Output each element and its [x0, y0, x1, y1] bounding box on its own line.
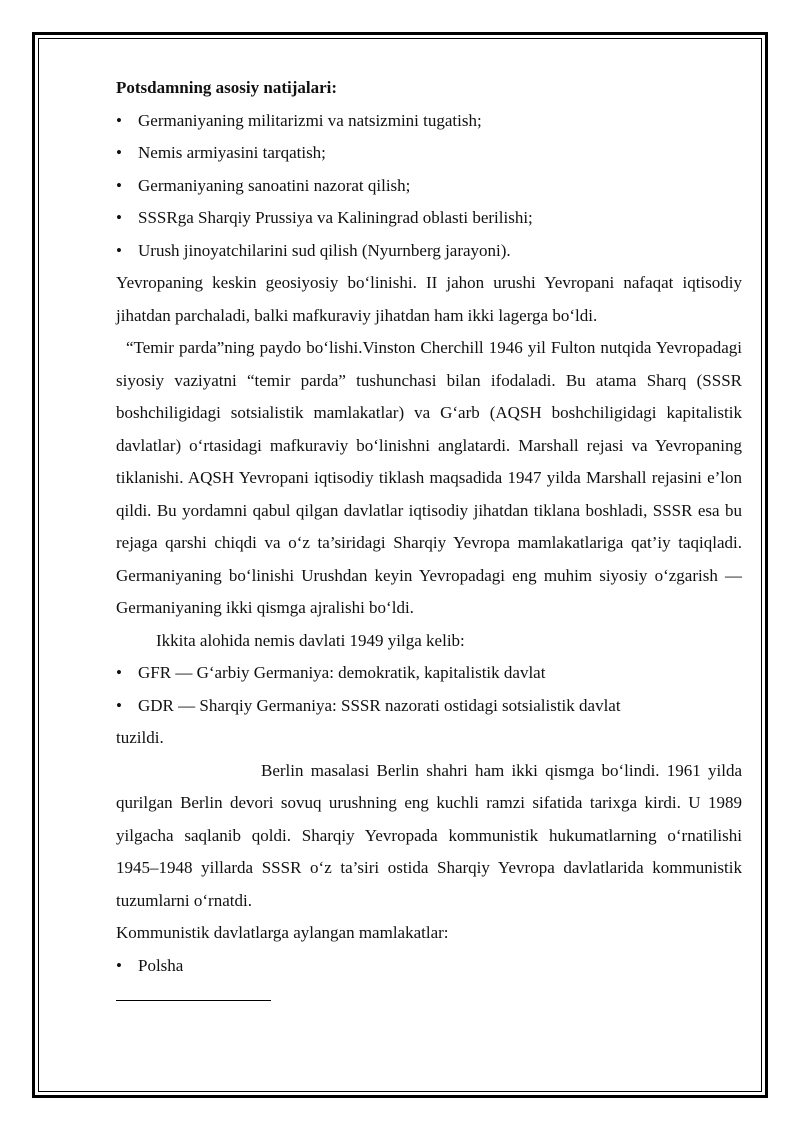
results-list — [116, 105, 742, 268]
section-heading: Potsdamning asosiy natijalari: — [116, 78, 338, 97]
formed-text: tuzildi. — [116, 728, 164, 747]
paragraph-two-states: Ikkita alohida nemis davlati 1949 yilga kelib: — [156, 630, 465, 650]
german-states-list — [116, 657, 742, 722]
list-item: • GFR — Gʻarbiy Germaniya: demokratik, kapitalistik davlat — [116, 657, 742, 690]
list-item: • Germaniyaning sanoatini nazorat qilish; — [116, 170, 742, 203]
footnote-separator — [116, 1000, 271, 1001]
paragraph-geopolitical-split: Yevropaning keskin geosiyosiy boʻlinishi. II jahon urushi Yevropani nafaqat iqtisodiy jihatdan parchaladi, balki mafkuraviy jihatdan ham ikki lagerga boʻldi. — [116, 273, 742, 325]
list-item: • Urush jinoyatchilarini sud qilish (Nyurnberg jarayoni). — [116, 235, 742, 268]
document-body — [116, 72, 742, 1001]
list-item: • GDR — Sharqiy Germaniya: SSSR nazorati ostidagi sotsialistik davlat — [116, 690, 742, 723]
paragraph-berlin: Berlin masalasi Berlin shahri ham ikki qismga boʻlindi. 1961 yilda qurilgan Berlin devori sovuq urushning eng kuchli ramzi sifatida tarixga kirdi. U 1989 yilgacha saqlanib qoldi. Sharqiy Yevropada kommunistik hukumatlarning oʻrnatilishi 1945–1948 yillarda SSSR oʻz ta’siri ostida Sharqiy Yevropa davlatlarida kommunistik tuzumlarni oʻrnatdi. — [116, 760, 742, 910]
paragraph-iron-curtain: “Temir parda”ning paydo boʻlishi.Vinston Cherchill 1946 yil Fulton nutqida Yevropadagi siyosiy vaziyatni “temir parda” tushunchasi bilan ifodaladi. Bu atama Sharq (SSSR boshchiligidagi sotsialistik mamlakatlar) va Gʻarb (AQSH boshchiligidagi kapitalistik davlatlar) oʻrtasidagi mafkuraviy boʻlinishni anglatardi. Marshall rejasi va Yevropaning tiklanishi. AQSH Yevropani iqtisodiy tiklash maqsadida 1947 yilda Marshall rejasini e’lon qildi. Bu yordamni qabul qilgan davlatlar iqtisodiy jihatdan tiklana boshladi, SSSR esa bu rejaga qarshi chiqdi va oʻz ta’siridagi Sharqiy Yevropa mamlakatlariga qat’iy taqiqladi. Germaniyaning boʻlinishi Urushdan keyin Yevropadagi eng muhim siyosiy oʻzgarish — Germaniyaning ikki qismga ajralishi boʻldi. — [116, 338, 742, 617]
list-item: • Polsha — [116, 950, 742, 983]
communist-countries-list — [116, 950, 742, 983]
communist-countries-heading: Kommunistik davlatlarga aylangan mamlakatlar: — [116, 923, 449, 942]
list-item: • Germaniyaning militarizmi va natsizmini tugatish; — [116, 105, 742, 138]
list-item: • SSSRga Sharqiy Prussiya va Kaliningrad oblasti berilishi; — [116, 202, 742, 235]
list-item: • Nemis armiyasini tarqatish; — [116, 137, 742, 170]
